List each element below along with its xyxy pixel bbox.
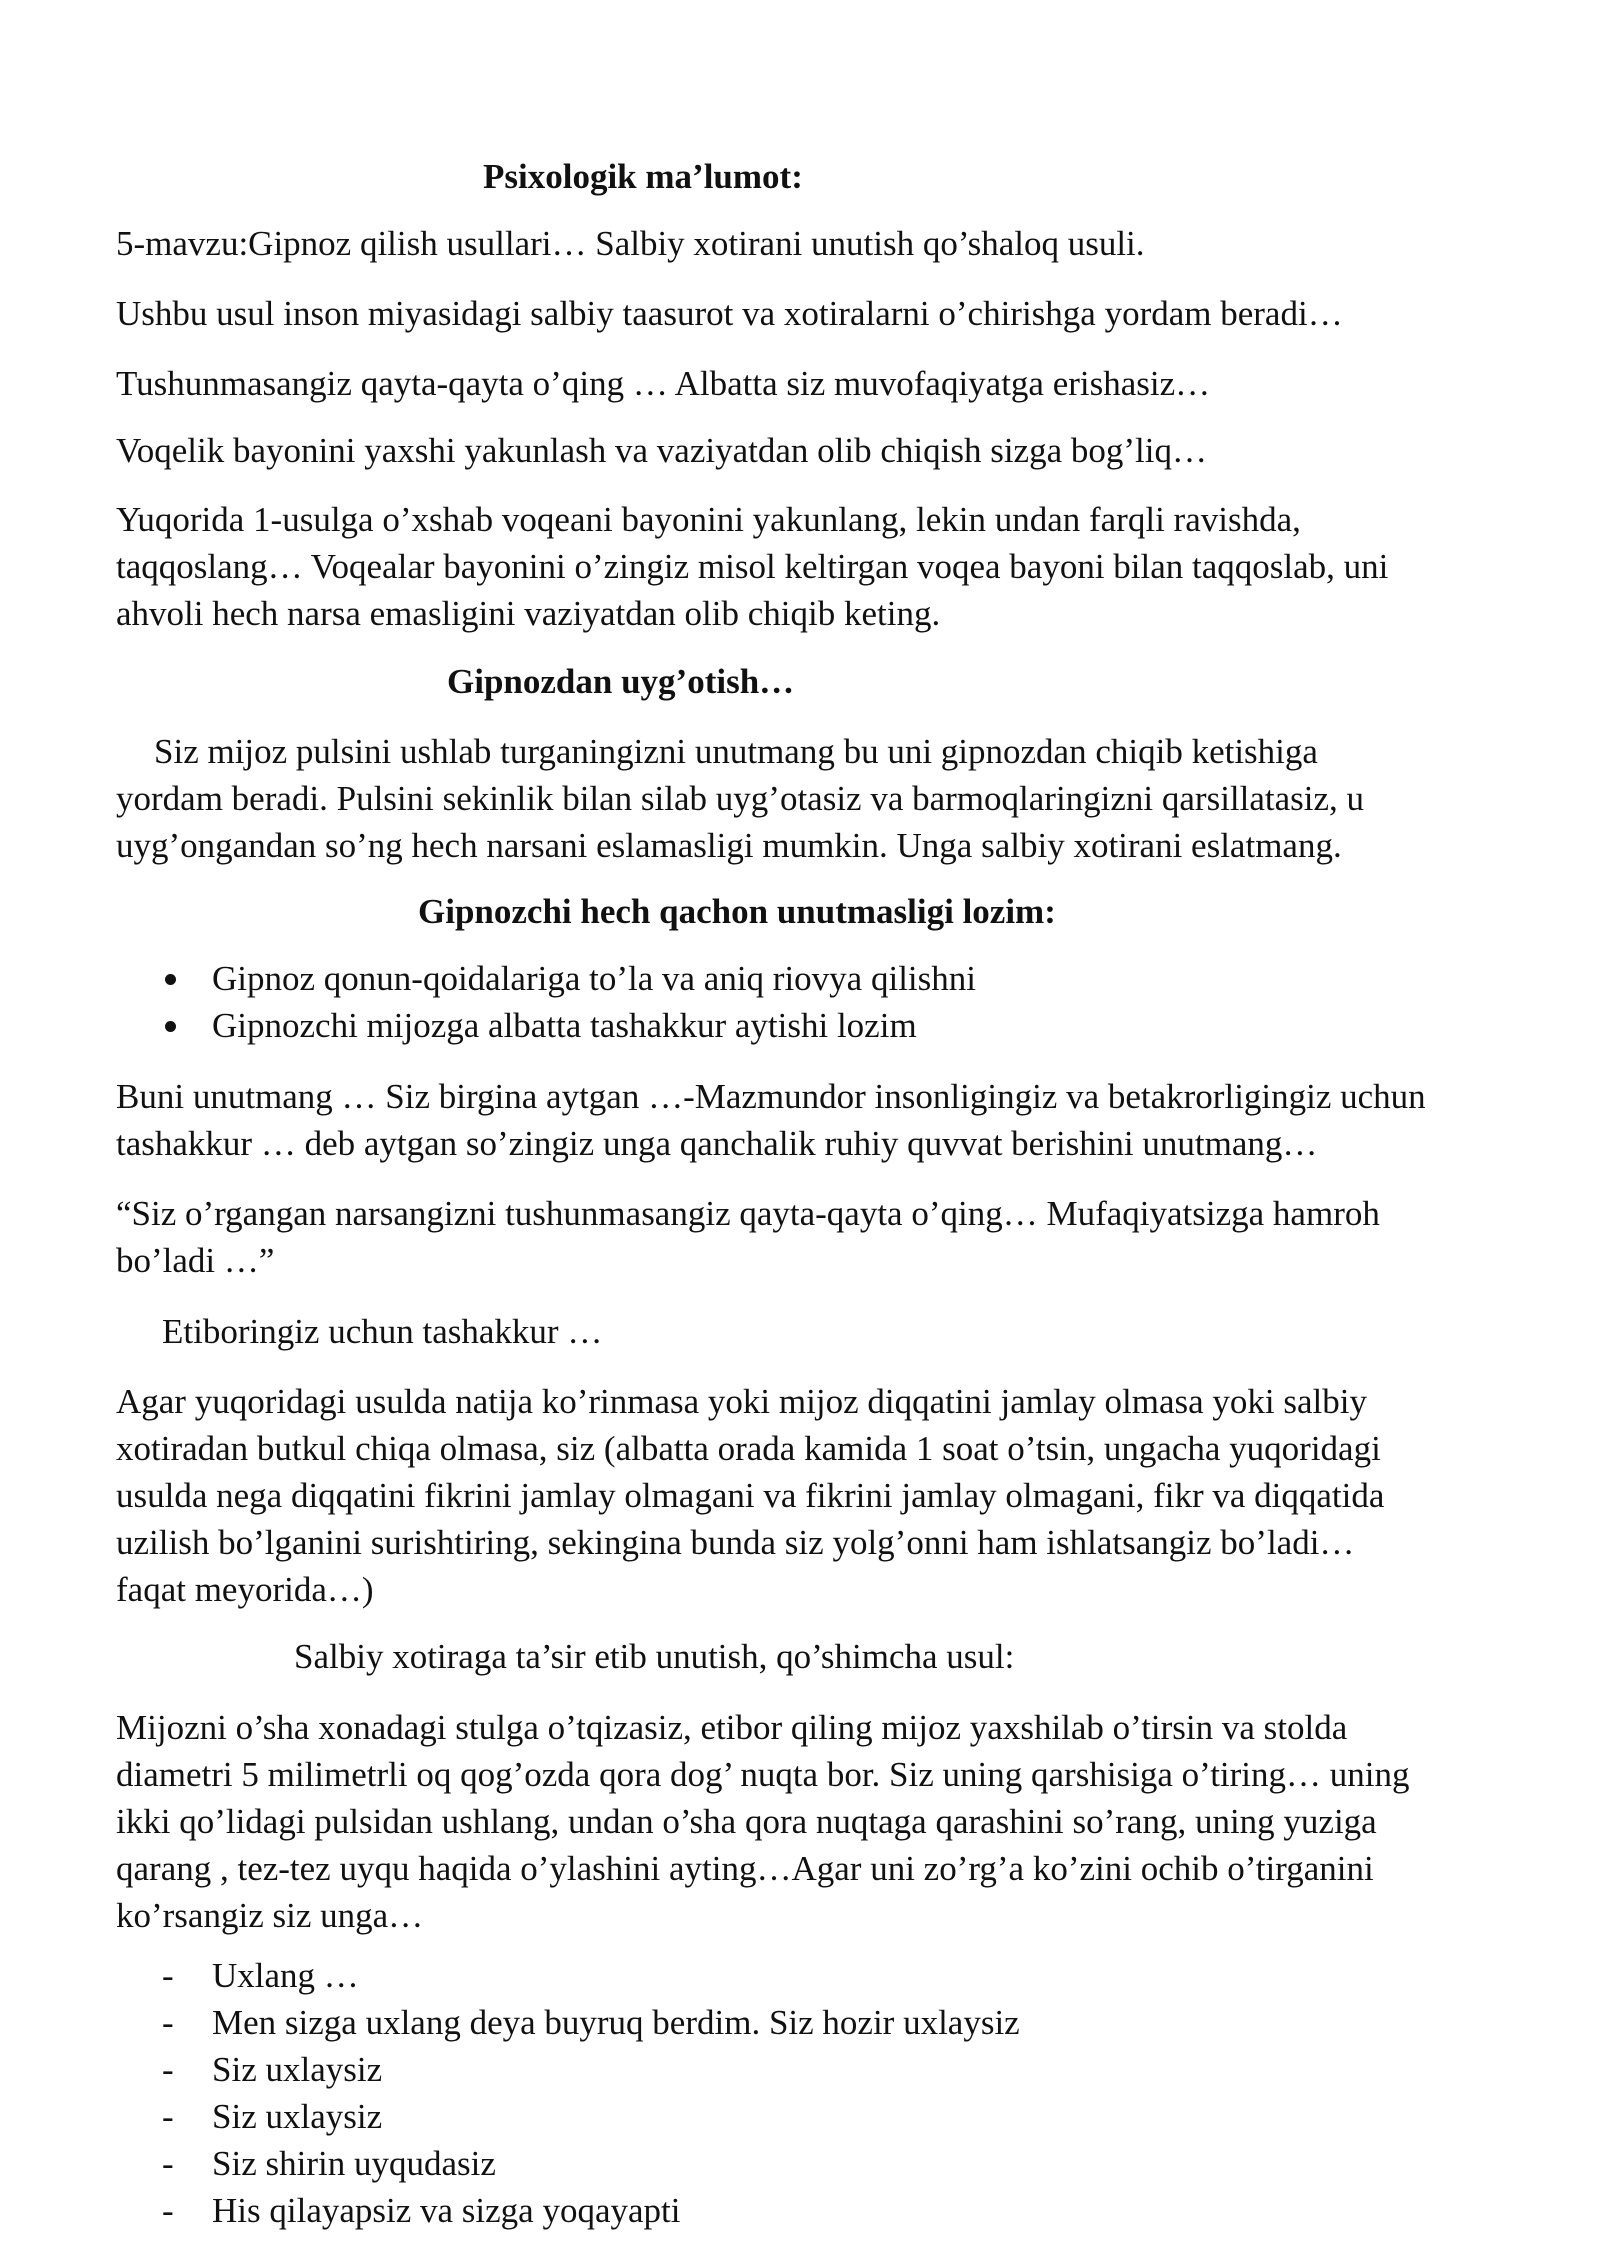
paragraph-method [116,1704,1536,1939]
bullet-icon [165,974,176,985]
text-line: xotiradan butkul chiqa olmasa, siz (albatta orada kamida 1 soat o’tsin, ungacha yuqoridagi [116,1429,1381,1468]
quote-block [116,1190,1536,1284]
list-item [0,955,1500,1002]
list-item [0,1952,1500,1999]
list-item-text: Uxlang … [212,1956,359,1995]
text-line: faqat meyorida…) [116,1570,374,1609]
bullet-list [0,955,1500,1049]
text-line: Siz mijoz pulsini ushlab turganingizni unutmang bu uni gipnozdan chiqib ketishiga [154,732,1318,771]
list-item-text: Siz uxlaysiz [212,2097,383,2136]
section-heading-extra-method: Salbiy xotiraga ta’sir etib unutish, qo’shimcha usul: [294,1637,1015,1676]
list-item [0,1999,1500,2046]
bullet-icon [165,1021,176,1032]
dash-marker: - [162,2003,174,2042]
text-line: Buni unutmang … Siz birgina aytgan …-Mazmundor insonligingiz va betakrorligingiz uchun [116,1077,1426,1116]
topic-line: 5-mavzu:Gipnoz qilish usullari… Salbiy xotirani unutish qo’shaloq usuli. [116,224,1145,263]
text-line: Agar yuqoridagi usulda natija ko’rinmasa yoki mijoz diqqatini jamlay olmasa yoki salbiy [116,1382,1367,1421]
list-item-text: His qilayapsiz va sizga yoqayapti [212,2191,681,2230]
text-line: yordam beradi. Pulsini sekinlik bilan silab uyg’otasiz va barmoqlaringizni qarsillatasiz, u [116,779,1365,818]
dash-marker: - [162,2097,174,2136]
list-item [0,1002,1500,1049]
dash-marker: - [162,2191,174,2230]
list-item-text: Gipnoz qonun-qoidalariga to’la va aniq riovya qilishni [212,959,976,998]
paragraph-compare [116,496,1536,637]
dash-marker: - [162,1956,174,1995]
paragraph-intro: Ushbu usul inson miyasidagi salbiy taasurot va xotiralarni o’chirishga yordam beradi… [116,294,1343,333]
text-line: Yuqorida 1-usulga o’xshab voqeani bayonini yakunlang, lekin undan farqli ravishda, [116,500,1301,539]
list-item-text: Gipnozchi mijozga albatta tashakkur aytishi lozim [212,1006,917,1045]
paragraph-if-no-result [116,1378,1536,1613]
paragraph-remember [116,1073,1536,1167]
list-item-text: Men sizga uxlang deya buyruq berdim. Siz hozir uxlaysiz [212,2003,1020,2042]
text-line: ikki qo’lidagi pulsidan ushlang, undan o’sha qora nuqtaga qarashini so’rang, uning yuziga [116,1802,1377,1841]
paragraph-wake [116,728,1536,869]
list-item [0,2093,1500,2140]
thanks-line: Etiboringiz uchun tashakkur … [162,1312,603,1351]
list-item-text: Siz uxlaysiz [212,2050,383,2089]
text-line: uzilish bo’lganini surishtiring, sekingina bunda siz yolg’onni ham ishlatsangiz bo’ladi… [116,1523,1355,1562]
text-line: “Siz o’rgangan narsangizni tushunmasangiz qayta-qayta o’qing… Mufaqiyatsizga hamroh [116,1194,1380,1233]
paragraph-reread: Tushunmasangiz qayta-qayta o’qing … Albatta siz muvofaqiyatga erishasiz… [116,364,1211,403]
dash-marker: - [162,2144,174,2183]
text-line: taqqoslang… Voqealar bayonini o’zingiz misol keltirgan voqea bayoni bilan taqqoslab, uni [116,547,1389,586]
text-line: bo’ladi …” [116,1241,275,1280]
paragraph-outcome: Voqelik bayonini yaxshi yakunlash va vaziyatdan olib chiqish sizga bog’liq… [116,431,1207,470]
main-heading: Psixologik ma’lumot: [483,157,803,196]
list-item [0,2046,1500,2093]
section-heading-wake: Gipnozdan uyg’otish… [447,662,795,701]
list-item-text: Siz shirin uyqudasiz [212,2144,496,2183]
list-item [0,2187,1500,2234]
text-line: Mijozni o’sha xonadagi stulga o’tqizasiz, etibor qiling mijoz yaxshilab o’tirsin va stolda [116,1708,1348,1747]
text-line: usulda nega diqqatini fikrini jamlay olmagani va fikrini jamlay olmagani, fikr va diqqatida [116,1476,1385,1515]
text-line: qarang , tez-tez uyqu haqida o’ylashini ayting…Agar uni zo’rg’a ko’zini ochib o’tirganini [116,1849,1374,1888]
list-item [0,2140,1500,2187]
text-line: ahvoli hech narsa emasligini vaziyatdan olib chiqib keting. [116,594,941,633]
text-line: ko’rsangiz siz unga… [116,1896,424,1935]
section-heading-never-forget: Gipnozchi hech qachon unutmasligi lozim: [418,892,1056,931]
dash-list [0,1952,1500,2234]
text-line: uyg’ongandan so’ng hech narsani eslamasligi mumkin. Unga salbiy xotirani eslatmang. [116,826,1342,865]
dash-marker: - [162,2050,174,2089]
text-line: tashakkur … deb aytgan so’zingiz unga qanchalik ruhiy quvvat berishini unutmang… [116,1124,1318,1163]
text-line: diametri 5 milimetrli oq qog’ozda qora dog’ nuqta bor. Siz uning qarshisiga o’tiring… uning [116,1755,1410,1794]
